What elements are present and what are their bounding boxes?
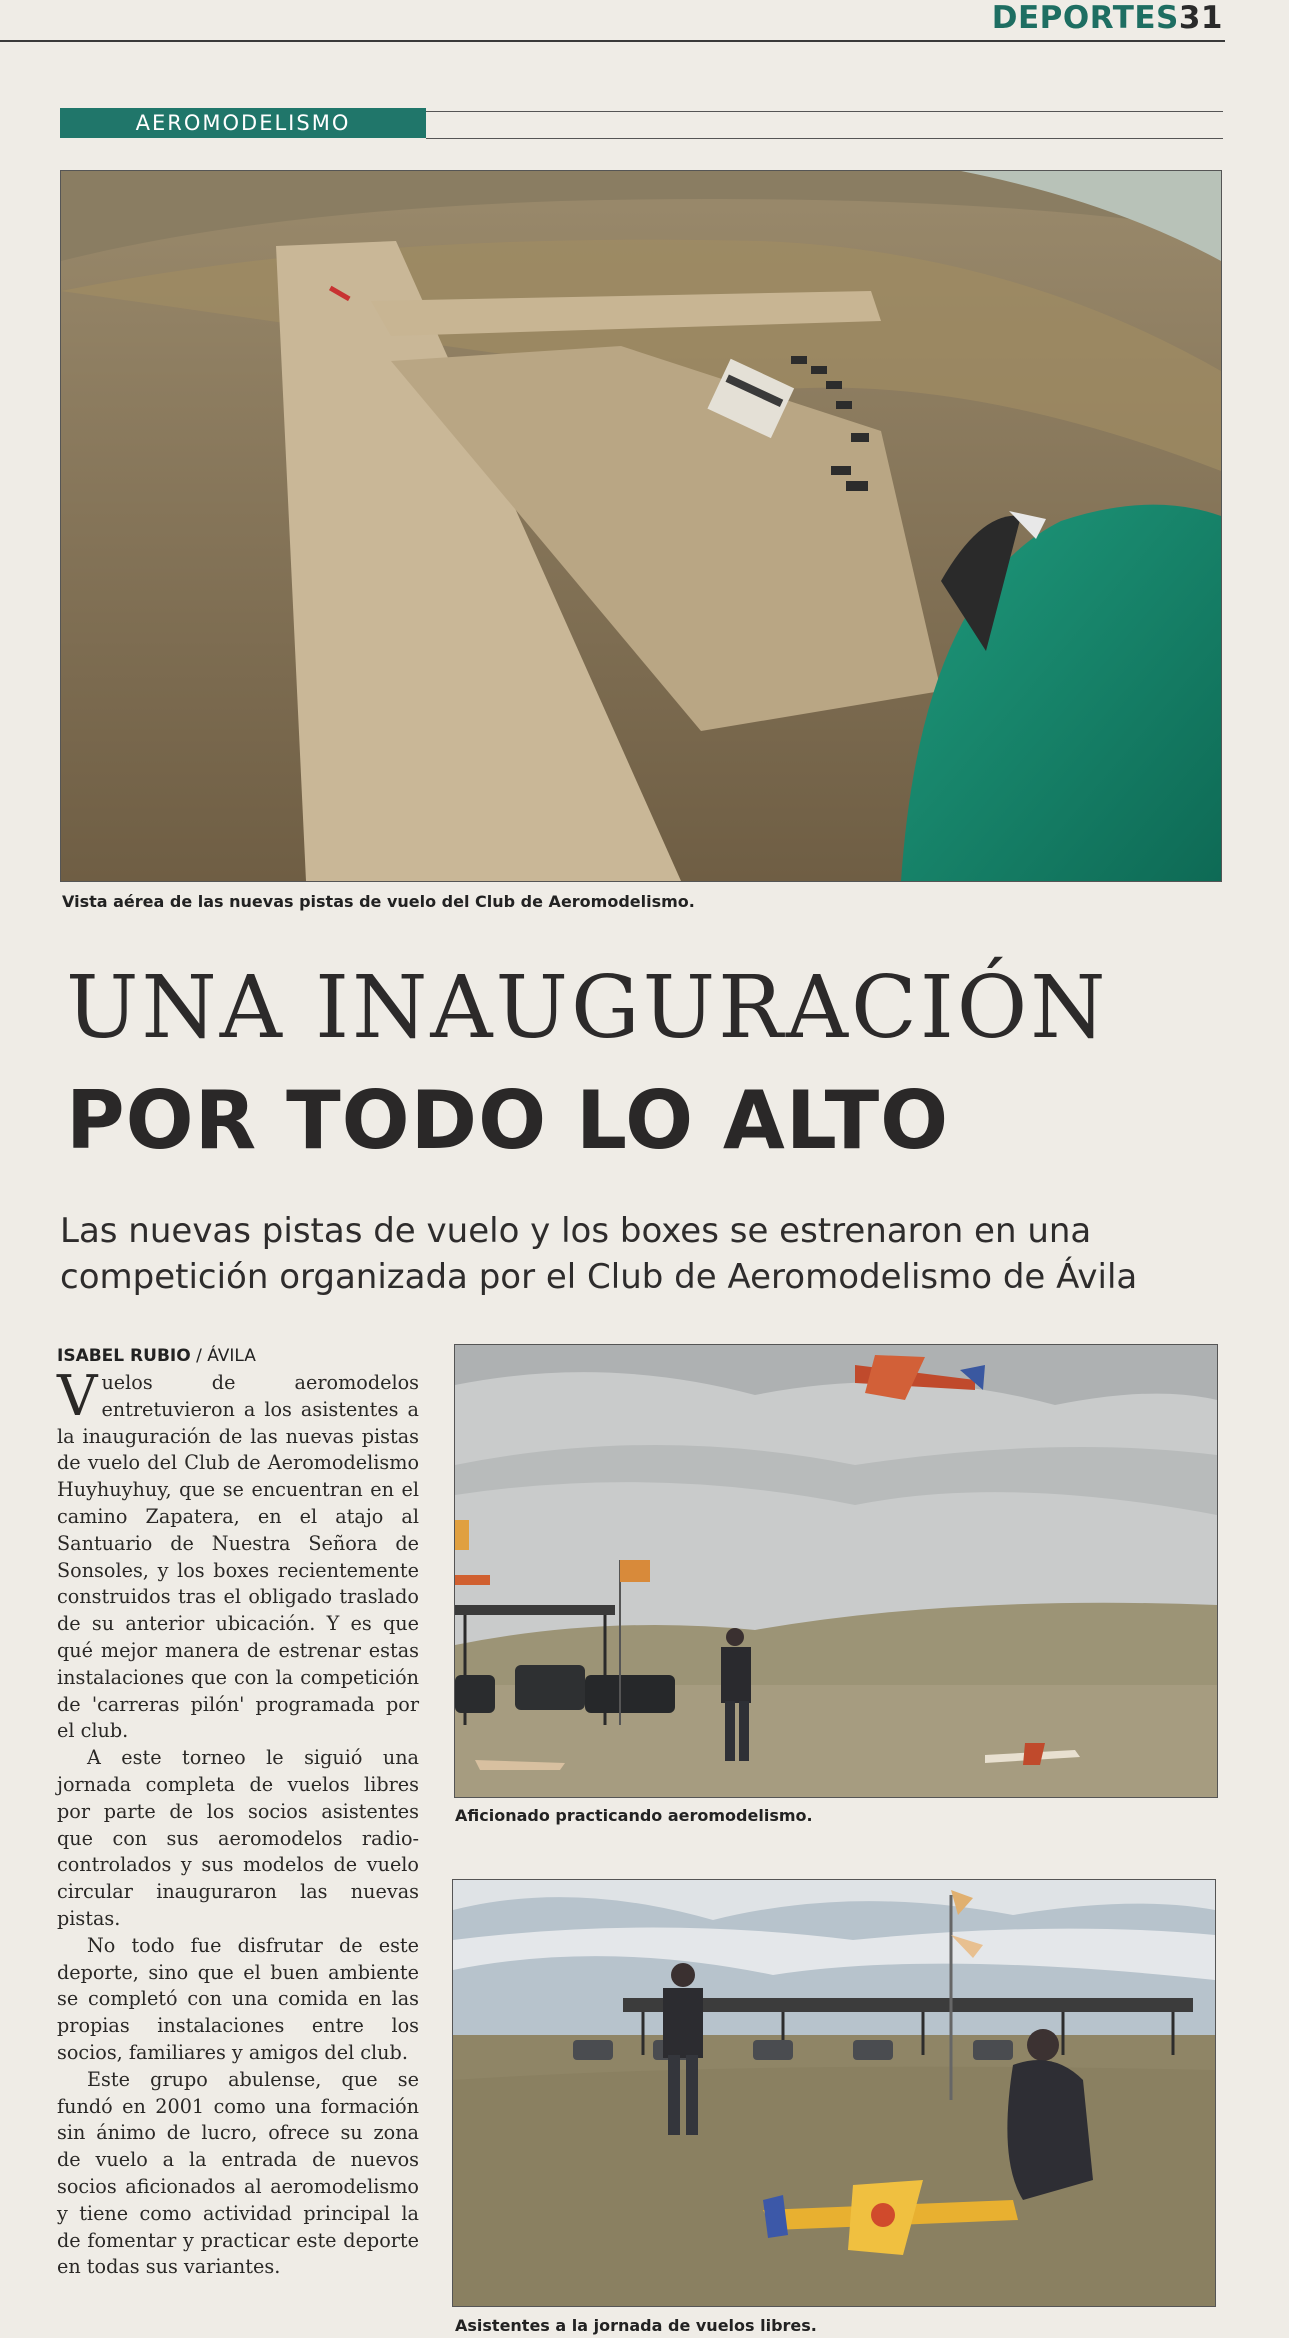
location: / ÁVILA	[190, 1346, 256, 1366]
attendees-photo	[452, 1879, 1216, 2307]
kicker-label: AEROMODELISMO	[135, 111, 351, 135]
paragraph-1	[57, 1364, 419, 1745]
paragraph-3: No todo fue disfrutar de este deporte, sino que el buen ambiente se completó con una comida en las propias instalaciones entre los socios, familiares y amigos del club.	[57, 1933, 419, 2064]
article-body	[57, 1364, 419, 2281]
hobbyist-photo-caption: Aficionado practicando aeromodelismo.	[455, 1806, 813, 1825]
byline	[57, 1346, 256, 1366]
page-number: 31	[1178, 0, 1223, 36]
paragraph-1-text: uelos de aeromodelos entretuvieron a los asistentes a la inauguración de las nuevas pistas de vuelo del Club de Aeromodelismo Huyhuyhuy, que se encuentran en el camino Zapatera, en el atajo al Santuario de Nuestra Señora de Sonsoles, y los boxes recientemente construidos tras el obligado traslado de su anterior ubicación. Y es que qué mejor manera de estrenar estas instalaciones que con la competición de 'carreras pilón' programada por el club.	[57, 1371, 419, 1743]
attendees-photo-caption: Asistentes a la jornada de vuelos libres.	[455, 2316, 817, 2335]
hobbyist-photo	[454, 1344, 1218, 1798]
paragraph-2: A este torneo le siguió una jornada completa de vuelos libres por parte de los socios asistentes que con sus aeromodelos radio-controlados y sus modelos de vuelo circular inauguraron las nuevas pistas.	[57, 1746, 419, 1930]
kicker-rule-top	[426, 111, 1223, 112]
kicker-bar	[60, 108, 426, 138]
headline-line-2: POR TODO LO ALTO	[66, 1074, 950, 1167]
author-name: ISABEL RUBIO	[57, 1346, 191, 1366]
paragraph-4: Este grupo abulense, que se fundó en 2001 como una formación sin ánimo de lucro, ofrece su zona de vuelo a la entrada de nuevos socios aficionados al aeromodelismo y tiene como actividad principal la de fomentar y practicar este deporte en todas sus variantes.	[57, 2067, 419, 2279]
section-header	[992, 0, 1223, 36]
aerial-photo	[60, 170, 1222, 882]
kicker-rule-bottom	[426, 138, 1223, 139]
top-rule	[0, 40, 1225, 42]
headline-line-1: UNA INAUGURACIÓN	[66, 958, 1109, 1058]
aerial-photo-caption: Vista aérea de las nuevas pistas de vuelo del Club de Aeromodelismo.	[62, 892, 695, 911]
section-name: DEPORTES	[991, 0, 1179, 36]
subheadline: Las nuevas pistas de vuelo y los boxes se estrenaron en una competición organizada por el Club de Aeromodelismo de Ávila	[60, 1211, 1138, 1297]
drop-cap: V	[57, 1364, 98, 1429]
